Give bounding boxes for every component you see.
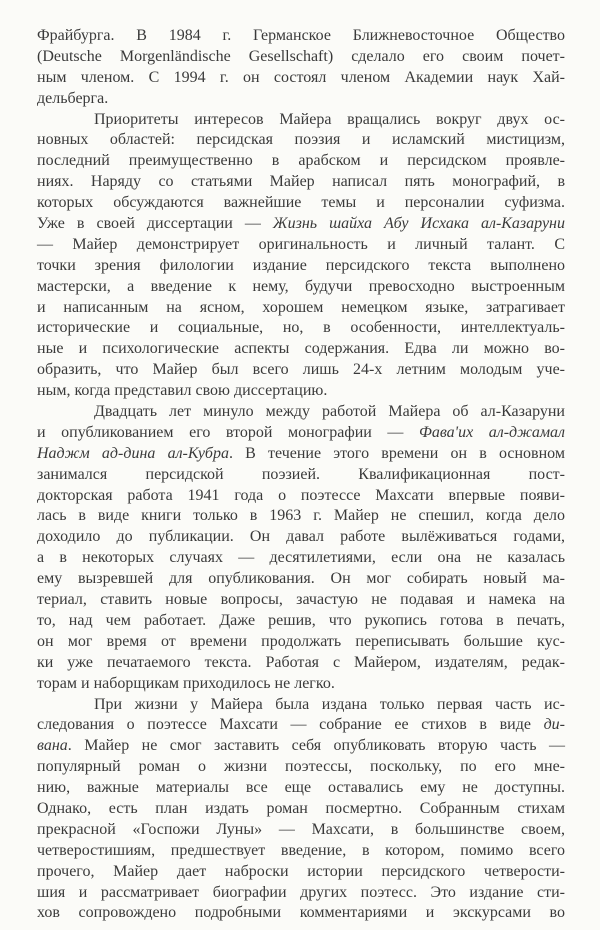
text-line [37,277,565,298]
body-text: популярный роман о жизни поэтессы, поскольку, по его мне- [37,758,565,776]
body-text: териал, ставить новые вопросы, зачастую не подавая и намека на [37,591,565,609]
paragraph [37,110,565,402]
text-line [37,89,565,110]
text-line [37,653,565,674]
body-text: занимался персидской поэзией. Квалификационная пост- [37,465,565,483]
body-text: ные и психологические аспекты содержания. Едва ли можно во- [37,340,565,358]
text-line [37,110,565,131]
text-line [37,172,565,193]
italic-title-text: Жизнь шайха Абу Исхака ал-Казаруни [272,215,565,233]
body-text: При жизни у Майера была издана только первая часть ис- [94,695,565,713]
body-text: лась в виде книги только в 1963 г. Майер не спешил, когда дело [37,507,565,525]
text-line [37,506,565,527]
text-line [37,883,565,904]
italic-title-text: Наджм ад-дина ал-Кубра [37,444,229,462]
text-line [37,799,565,820]
text-line [37,820,565,841]
body-text: ему вызревшей для опубликования. Он мог собирать новый ма- [37,570,565,588]
text-line [37,611,565,632]
text-line [37,695,565,716]
text-line [37,903,565,924]
text-line [37,339,565,360]
text-line [37,736,565,757]
text-line [37,360,565,381]
text-line [37,318,565,339]
body-text: мастерски, а введение к нему, будучи превосходно выстроенным [37,277,565,295]
body-text: шия и рассматривает биографии других поэтесс. Это издание сти- [37,883,565,901]
text-line [37,151,565,172]
text-line [37,256,565,277]
body-text: и опубликованием его второй монографии — [37,423,419,441]
body-text: Фрайбурга. В 1984 г. Германское Ближневосточное Общество [37,27,565,44]
italic-title-text: Фава'их ал-джамал [418,423,565,441]
body-text: торам и наборщикам приходилось не легко. [37,674,335,692]
text-line [37,465,565,486]
body-text: Приоритеты интересов Майера вращались вокруг двух ос- [94,110,565,128]
text-line [37,235,565,256]
text-line [37,193,565,214]
body-text: исторические и социальные, но, в особенности, интеллектуаль- [37,319,565,337]
text-line [37,486,565,507]
italic-title-text: ди- [543,716,565,734]
body-text: Двадцать лет минуло между работой Майера об ал-Казаруни [94,403,565,421]
body-text: последний преимущественно в арабском и персидском проявле- [37,152,565,170]
text-line [37,715,565,736]
text-line [37,26,565,47]
body-text: нию, важные материалы все еще оставались ему не доступны. [37,779,565,797]
text-line [37,862,565,883]
text-line [37,381,565,402]
text-line [37,68,565,89]
text-line [37,569,565,590]
body-text: Уже в своей диссертации — [37,215,273,233]
text-line [37,632,565,653]
text-line [37,47,565,68]
body-text: он мог время от времени продолжать переписывать большие кус- [37,632,565,650]
body-text: следования о поэтессе Махсати — собрание ее стихов в виде [37,716,544,734]
body-text: образить, что Майер был всего лишь 24-х летним молодым уче- [37,361,565,379]
text-line [37,590,565,611]
text-line [37,778,565,799]
body-text: ниях. Наряду со статьями Майер написал пять монографий, в [37,173,565,191]
text-line [37,674,565,695]
paragraph [37,402,565,694]
body-text: (Deutsche Morgenländische Gesellschaft) сделало его своим почет- [37,47,565,65]
body-text: прекрасной «Госпожи Луны» — Махсати, в большинстве своем, [37,820,565,838]
body-text: доходило до публикации. Он давал работе вылёживаться годами, [37,528,565,546]
paragraph [37,26,565,110]
document-page [37,26,565,924]
body-text: которых обсуждаются важнейшие темы и персоналии суфизма. [37,194,565,212]
body-text: новных областей: персидская поэзия и исламский мистицизм, [37,131,565,149]
text-line [37,757,565,778]
italic-title-text: вана [37,737,68,755]
body-text: прочего, Майер дает наброски истории персидского четверости- [37,862,565,880]
body-text: точки зрения филологии издание персидского текста выполнено [37,256,565,274]
body-text: четверостишиям, предшествует введение, в котором, помимо всего [37,841,565,859]
text-line [37,841,565,862]
text-line [37,214,565,235]
body-text: ным членом. С 1994 г. он состоял членом Академии наук Хай- [37,68,565,86]
text-line [37,423,565,444]
text-line [37,444,565,465]
body-text: ки уже печатаемого текста. Работая с Майером, издателям, редак- [37,653,565,671]
text-line [37,298,565,319]
body-text: Однако, есть план издать роман посмертно. Собранным стихам [37,799,565,817]
body-text: дельберга. [37,89,109,107]
body-text: ным, когда представил свою диссертацию. [37,382,328,400]
text-line [37,402,565,423]
body-text: хов сопровождено подробными комментариями и экскурсами во [37,904,565,922]
body-text: докторская работа 1941 года о поэтессе Махсати впервые появи- [37,486,565,504]
text-line [37,548,565,569]
paragraph [37,695,565,925]
body-text: — Майер демонстрирует оригинальность и личный талант. С [37,235,565,253]
body-text: . Майер не смог заставить себя опубликовать вторую часть — [67,737,565,755]
body-text: то, над чем работает. Даже решив, что рукопись готова в печать, [37,611,565,629]
body-text: и написанным на ясном, хорошем немецком языке, затрагивает [37,298,565,316]
body-text: а в некоторых случаях — десятилетиями, если она не казалась [37,549,565,567]
text-line [37,527,565,548]
body-text: . В течение этого времени он в основном [228,444,565,462]
text-line [37,130,565,151]
